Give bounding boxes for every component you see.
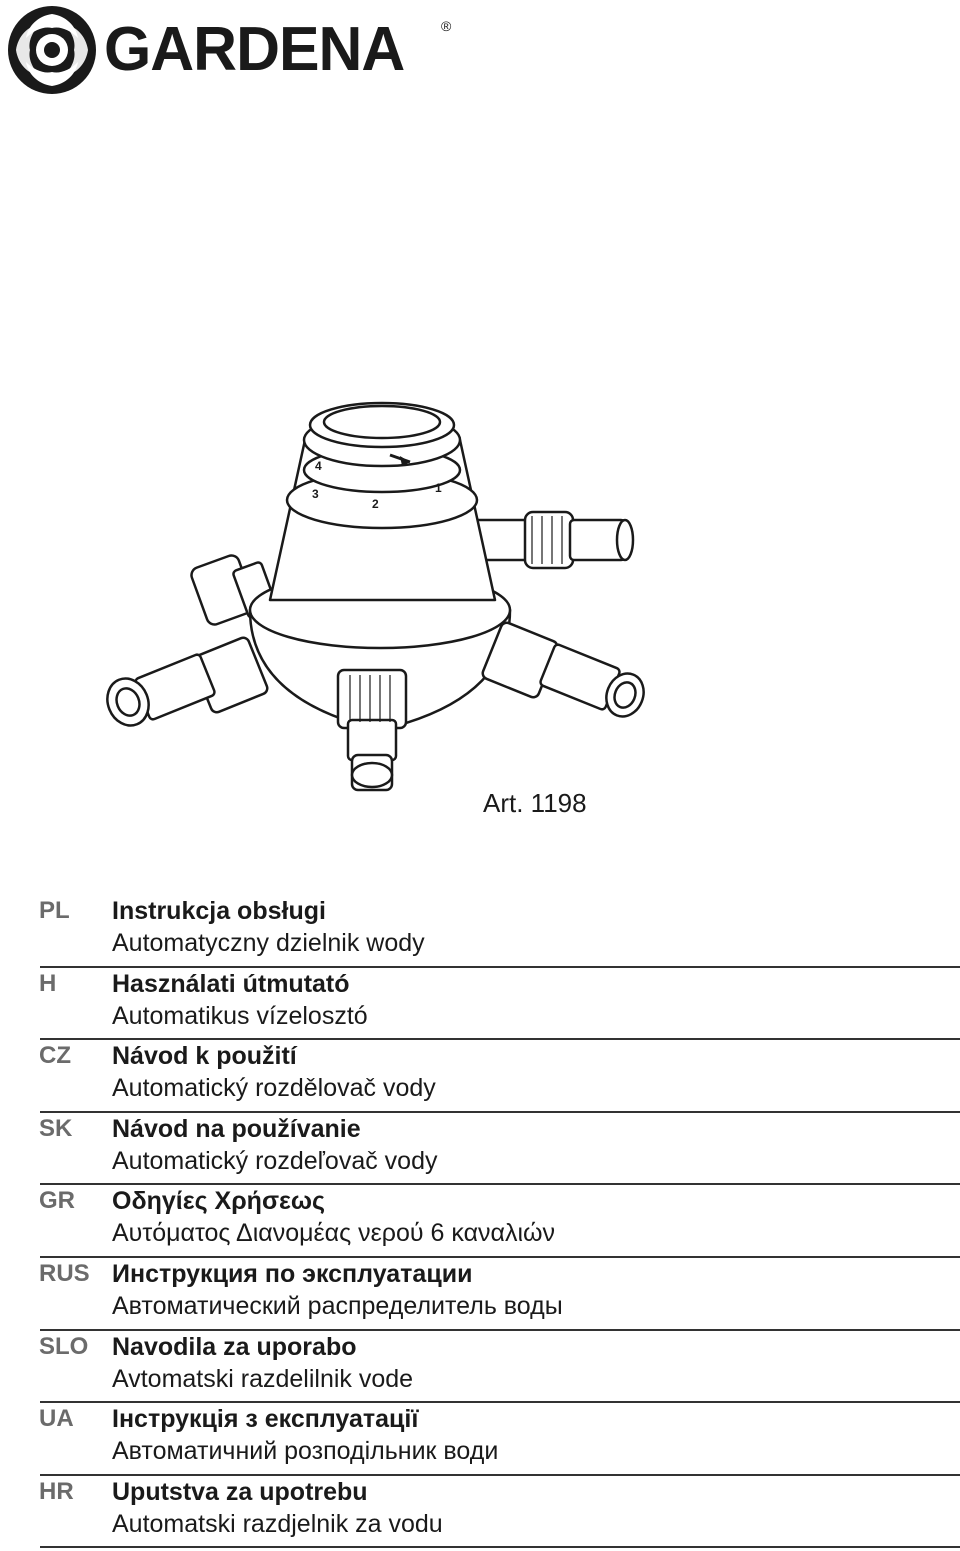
- dial-number-2: 2: [372, 497, 379, 511]
- water-distributor-illustration: [100, 370, 660, 800]
- list-item: [0, 1403, 960, 1476]
- product-name: Автоматичний розподільник води: [112, 1437, 499, 1466]
- divider: [40, 1546, 960, 1548]
- dial-number-1: 1: [435, 481, 442, 495]
- product-name: Automatický rozdeľovač vody: [112, 1146, 438, 1175]
- product-name: Автоматический распределитель воды: [112, 1291, 563, 1320]
- manual-title: Инструкция по эксплуатации: [112, 1259, 473, 1288]
- manual-title: Návod k použití: [112, 1042, 297, 1071]
- language-code: SLO: [39, 1332, 89, 1360]
- language-code: GR: [39, 1187, 75, 1215]
- language-code: CZ: [39, 1042, 71, 1070]
- manual-title: Οδηγίες Χρήσεως: [112, 1187, 326, 1216]
- language-code: RUS: [39, 1259, 90, 1287]
- language-code: UA: [39, 1405, 74, 1433]
- language-code: PL: [39, 897, 70, 924]
- brand-header: [6, 4, 410, 96]
- outlet-right-front: [481, 621, 650, 722]
- list-item: [0, 1331, 960, 1404]
- language-list: [0, 895, 960, 1548]
- manual-title: Használati útmutató: [112, 969, 350, 998]
- product-name: Automatikus vízelosztó: [112, 1001, 368, 1030]
- list-item: [0, 968, 960, 1041]
- language-code: HR: [39, 1477, 74, 1505]
- registered-mark: ®: [441, 18, 452, 34]
- gardena-logo-icon: [6, 4, 98, 96]
- product-name: Αυτόματος Διανομέας νερού 6 καναλιών: [112, 1219, 556, 1248]
- manual-title: Navodila za uporabo: [112, 1332, 357, 1361]
- manual-title: Uputstva za upotrebu: [112, 1477, 368, 1506]
- language-code: SK: [39, 1114, 73, 1142]
- inlet-front: [338, 670, 406, 790]
- language-code: H: [39, 969, 57, 997]
- manual-title: Návod na používanie: [112, 1114, 361, 1143]
- outlet-left-front: [100, 636, 269, 732]
- dial-number-3: 3: [312, 487, 319, 501]
- manual-title: Instrukcja obsługi: [112, 897, 326, 925]
- list-item: [0, 895, 960, 968]
- manual-title: Інструкція з експлуатації: [112, 1405, 419, 1434]
- product-name: Automatický rozdělovač vody: [112, 1074, 436, 1103]
- list-item: [0, 1185, 960, 1258]
- product-name: Avtomatski razdelilnik vode: [112, 1364, 414, 1393]
- product-name: Automatyczny dzielnik wody: [112, 929, 425, 957]
- article-number: Art. 1198: [483, 788, 587, 818]
- list-item: [0, 1113, 960, 1186]
- product-name: Automatski razdjelnik za vodu: [112, 1509, 443, 1538]
- brand-name: GARDENA: [104, 15, 405, 84]
- list-item: [0, 1476, 960, 1549]
- list-item: [0, 1040, 960, 1113]
- list-item: [0, 1258, 960, 1331]
- dial-number-4: 4: [315, 459, 322, 473]
